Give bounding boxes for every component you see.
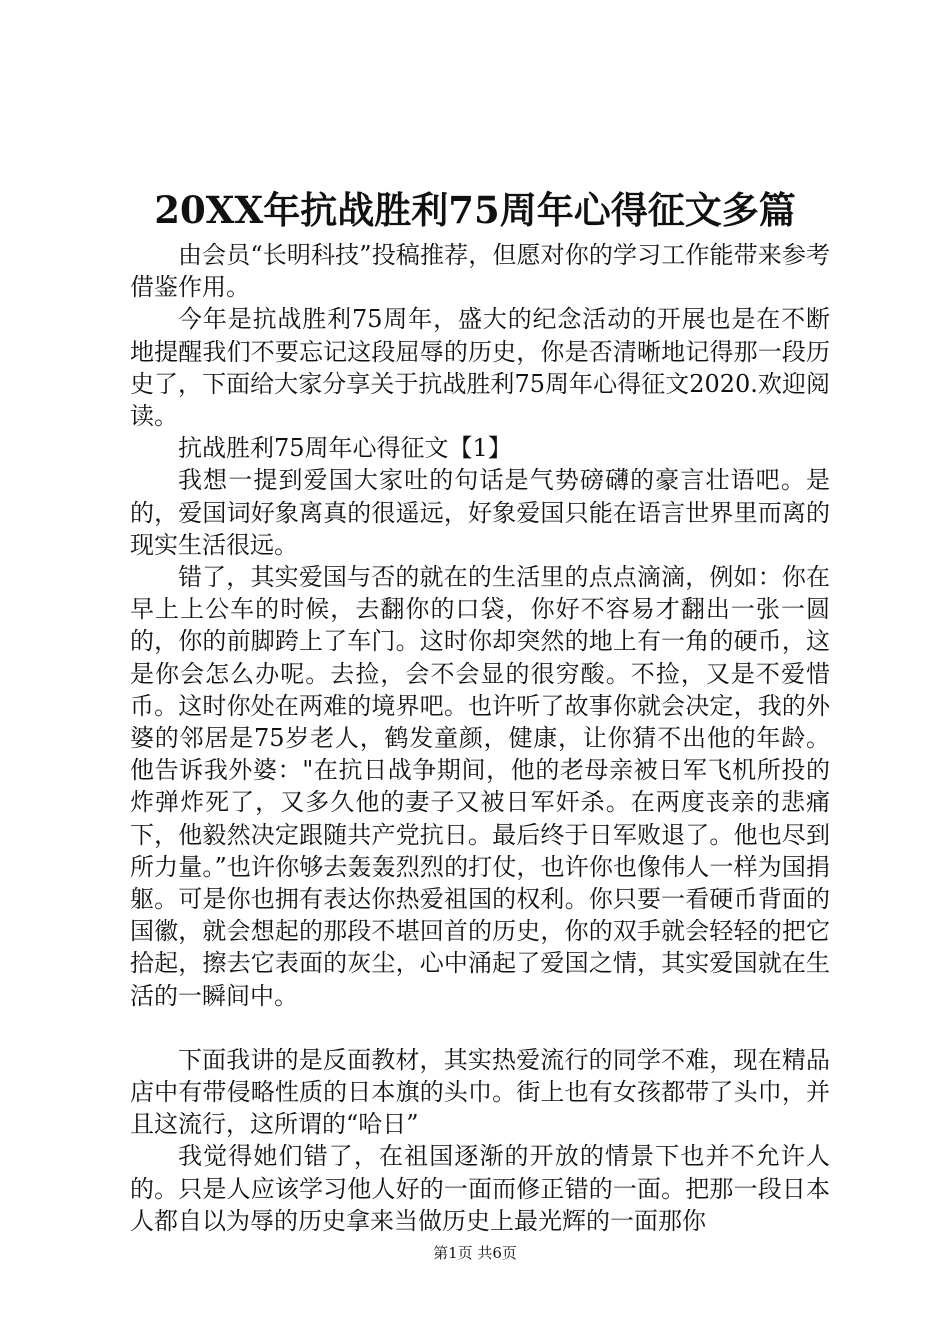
paragraph: 错了，其实爱国与否的就在的生活里的点点滴滴，例如：你在早上上公车的时候，去翻你的口袋，你好不容易才翻出一张一圆的，你的前脚跨上了车门。这时你却突然的地上有一角的硬币，这是你会怎么办呢。去捡，会不会显的很穷酸。不捡，又是不爱惜币。这时你处在两难的境界吧。也许听了故事你就会决定，我的外婆的邻居是75岁老人，鹤发童颜，健康，让你猜不出他的年龄。他告诉我外婆："在抗日战争期间，他的老母亲被日军飞机所投的炸弹炸死了，又多久他的妻子又被日军奸杀。在两度丧亲的悲痛下，他毅然决定跟随共产党抗日。最后终于日军败退了。他也尽到所力量。”也许你够去轰轰烈烈的打仗，也许你也像伟人一样为国捐躯。可是你也拥有表达你热爱祖国的权利。你只要一看硬币背面的国徽，就会想起的那段不堪回首的历史，你的双手就会轻轻的把它拾起，擦去它表面的灰尘，心中涌起了爱国之情，其实爱国就在生活的一瞬间中。 — [130, 563, 830, 1010]
paragraph-preface: 今年是抗战胜利75周年，盛大的纪念活动的开展也是在不断地提醒我们不要忘记这段屈辱的历史，你是否清晰地记得那一段历史了，下面给大家分享关于抗战胜利75周年心得征文2020.欢迎阅读。 — [130, 305, 830, 431]
page-footer: 第1页 共6页 — [433, 1244, 517, 1262]
document-title: 20XX年抗战胜利75周年心得征文多篇 — [154, 188, 796, 232]
paragraph: 下面我讲的是反面教材，其实热爱流行的同学不难，现在精品店中有带侵略性质的日本旗的头巾。街上也有女孩都带了头巾，并且这流行，这所谓的“哈日” — [130, 1045, 830, 1139]
paragraph: 我想一提到爱国大家吐的句话是气势磅礴的豪言壮语吧。是的，爱国词好象离真的很遥远，好象爱国只能在语言世界里而离的现实生活很远。 — [130, 466, 830, 559]
section-heading: 抗战胜利75周年心得征文【1】 — [178, 434, 512, 463]
document-body — [130, 239, 830, 1237]
paragraph-intro: 由会员“长明科技”投稿推荐，但愿对你的学习工作能带来参考借鉴作用。 — [130, 241, 830, 302]
paragraph: 我觉得她们错了，在祖国逐渐的开放的情景下也并不允许人的。只是人应该学习他人好的一面而修正错的一面。把那一段日本人都自以为辱的历史拿来当做历史上最光辉的一面那你 — [130, 1142, 830, 1235]
